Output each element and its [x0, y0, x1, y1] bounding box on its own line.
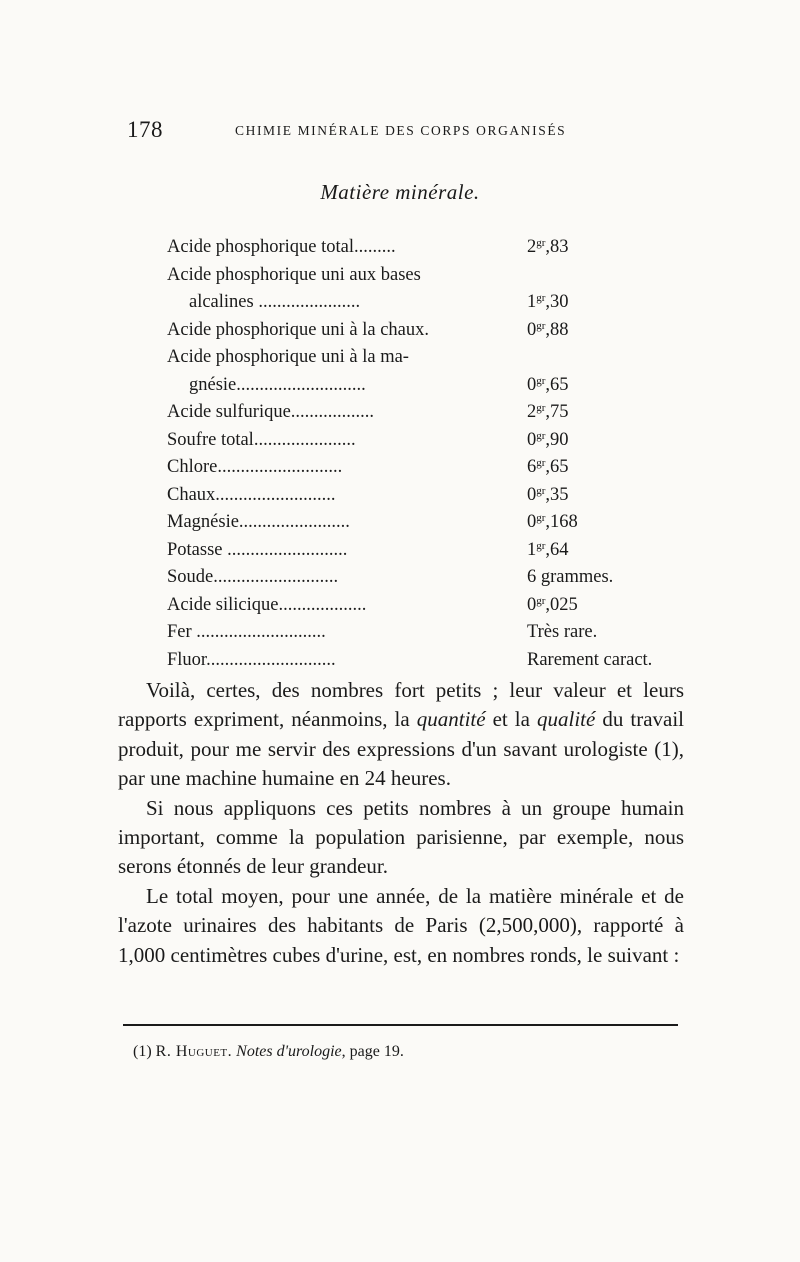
table-row: [167, 344, 707, 399]
row-label: Magnésie........................: [167, 512, 350, 532]
row-label: Acide silicique...................: [167, 594, 367, 615]
row-label: Soufre total......................: [167, 429, 356, 450]
row-label: Acide phosphorique uni aux bases: [167, 264, 421, 285]
row-value: $1^{gr},64$: [527, 539, 569, 560]
footnote-rule: [123, 1024, 678, 1026]
paragraph-1: [118, 676, 684, 794]
table-row: [167, 482, 707, 510]
running-title: CHIMIE MINÉRALE DES CORPS ORGANISÉS: [235, 123, 567, 138]
row-label: Chaux..........................: [167, 484, 336, 505]
table-row: [167, 537, 707, 565]
row-value: $0^{gr},88$: [527, 319, 569, 340]
row-label: Acide phosphorique uni à la ma-: [167, 347, 409, 367]
row-label: gnésie............................: [189, 374, 366, 395]
row-label: alcalines ......................: [189, 292, 361, 312]
row-label: Fer ............................: [167, 622, 326, 642]
row-value: $1^{gr},30$: [527, 292, 569, 312]
footnote-author: R. Huguet.: [155, 1043, 233, 1060]
row-label: Potasse ..........................: [167, 539, 348, 560]
row-value: $0^{gr},90$: [527, 429, 569, 450]
row-label: Acide phosphorique total.........: [167, 237, 396, 257]
paragraph-1-text-b: et la: [485, 707, 537, 732]
emphasis-qualite: qualité: [536, 707, 596, 732]
footnote: [133, 1043, 404, 1061]
paragraph-2: Si nous appliquons ces petits nombres à un groupe humain important, comme la population parisienne, par exemple, nous serons étonnés de leur grandeur.: [118, 795, 684, 879]
row-value: 6 grammes.: [527, 567, 614, 587]
page-number: 178: [127, 117, 163, 142]
section-title: Matière minérale.: [320, 180, 480, 204]
table-row: [167, 317, 707, 345]
mineral-matter-table: [167, 234, 707, 674]
table-row: [167, 592, 707, 620]
footnote-marker: (1): [133, 1043, 152, 1060]
body-text: [118, 676, 684, 970]
table-row: [167, 399, 707, 427]
paragraph-1-text-a: Voilà, certes, des nombres fort petits ; leur valeur et leurs rapports expriment, néanmoins, la: [118, 678, 684, 732]
table-row: [167, 262, 707, 317]
row-label: Acide phosphorique uni à la chaux.: [167, 319, 430, 340]
row-value: $2^{gr},75$: [527, 402, 569, 422]
footnote-page: , page 19.: [341, 1043, 404, 1060]
table-row: [167, 564, 707, 592]
running-head: [127, 117, 687, 147]
emphasis-quantite: quantité: [416, 707, 486, 732]
row-value: Rarement caract.: [527, 649, 653, 670]
table-row: [167, 509, 707, 537]
row-value: $0^{gr},168$: [527, 512, 578, 532]
paragraph-1-text-c: du travail produit, pour me servir des expressions d'un savant urologiste (1), par une machine humaine en 24 heures.: [118, 707, 685, 791]
row-label: Acide sulfurique..................: [167, 402, 375, 422]
table-row: [167, 647, 707, 675]
row-value: $0^{gr},35$: [527, 484, 569, 505]
row-label: Soude...........................: [167, 567, 339, 587]
row-value: $0^{gr},025$: [527, 594, 578, 615]
table-row: [167, 454, 707, 482]
row-value: Très rare.: [527, 622, 598, 642]
table-row: [167, 427, 707, 455]
row-value: $0^{gr},65$: [527, 374, 569, 395]
table-row: [167, 619, 707, 647]
footnote-title: Notes d'urologie: [236, 1043, 342, 1060]
paragraph-3: Le total moyen, pour une année, de la matière minérale et de l'azote urinaires des habitants de Paris (2,500,000), rapporté à 1,000 centimètres cubes d'urine, est, en nombres ronds, le suivant :: [118, 883, 684, 967]
table-row: [167, 234, 707, 262]
row-label: Fluor............................: [167, 649, 336, 670]
row-value: $2^{gr},83$: [527, 237, 569, 257]
row-label: Chlore...........................: [167, 457, 343, 477]
row-value: $6^{gr},65$: [527, 457, 569, 477]
